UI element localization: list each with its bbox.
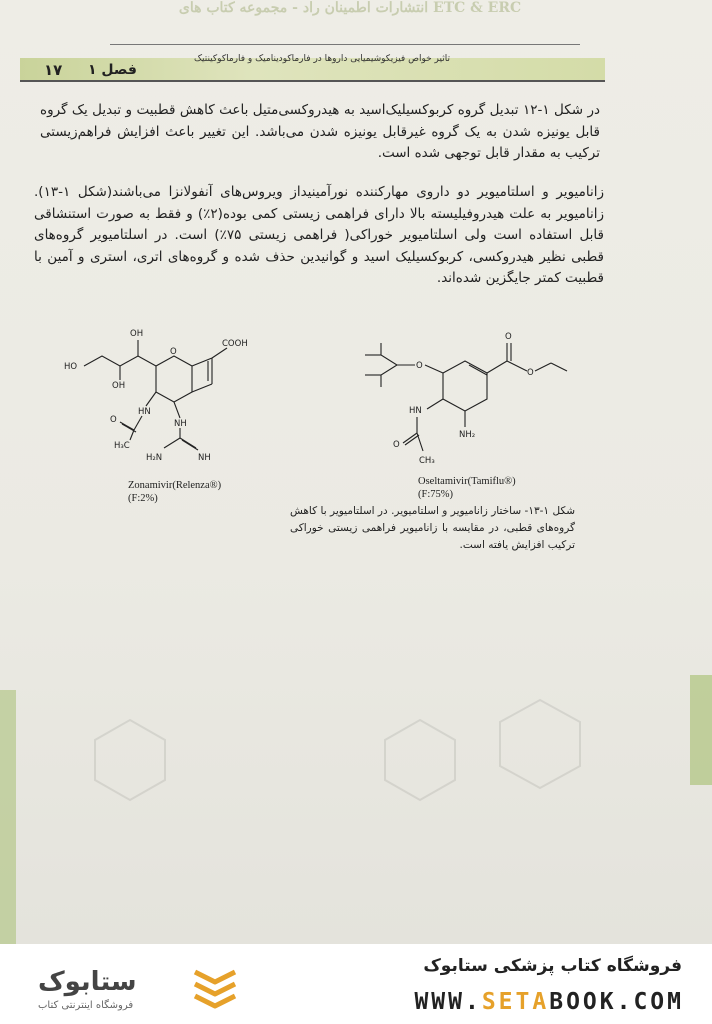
atom-o-ring: O: [170, 347, 177, 357]
chapter-label: فصل ۱: [88, 62, 137, 78]
page-edge-tab-right: [690, 675, 712, 785]
paragraph-1: در شکل ۱-۱۲ تبدیل گروه کربوکسیلیک‌اسید به هیدروکسی‌متیل باعث کاهش قطبیت و تبدیل یک گروه قابل یونیزه شدن به یک گروه غیرقابل یونیزه شدن می‌باشد. این تغییر باعث افزایش فراهم‌زیستی ترکیب به مقدار قابل توجهی شده است.: [40, 102, 600, 161]
zanamivir-label: [128, 479, 221, 505]
url-highlight: SETA: [481, 989, 550, 1015]
atom-h2n: H₂N: [146, 453, 163, 463]
atom-oh-1: OH: [130, 329, 144, 339]
store-logo[interactable]: [30, 958, 240, 1014]
atom-o-carbonyl: O: [505, 332, 512, 342]
atom-nh: NH: [174, 419, 187, 429]
atom-o-ether: O: [416, 361, 423, 371]
header-rule: [110, 44, 580, 45]
atom-h3c: H₃C: [114, 441, 130, 451]
zanamivir-structure: [62, 318, 272, 478]
zanamivir-name: Zonamivir(Relenza®): [128, 480, 222, 491]
zanamivir-bioavailability: (F:2%): [128, 493, 158, 504]
oseltamivir-label: [418, 475, 516, 501]
store-name: فروشگاه کتاب پزشکی ستابوک: [423, 956, 682, 976]
atom-ch3: CH₃: [419, 456, 435, 466]
oseltamivir-name: Oseltamivir(Tamiflu®): [418, 476, 516, 487]
atom-nh-imine: NH: [198, 453, 211, 463]
atom-hn: HN: [138, 407, 151, 417]
oseltamivir-bioavailability: (F:75%): [418, 489, 453, 500]
page-edge-tab-left: [0, 690, 16, 944]
figure-caption: شکل ۱-۱۳- ساختار زانامیویر و اسلتامیویر. در اسلتامیویر با کاهش گروه‌های قطبی، در مقایسه با زانامیویر فراهمی زیستی خوراکی ترکیب افزایش یافته است.: [290, 505, 575, 551]
series-title: انتشارات اطمینان راد - مجموعه کتاب های ETC & ERC: [178, 0, 522, 16]
atom-oh-2: OH: [112, 381, 126, 391]
book-subtitle: تاثیر خواص فیزیکوشیمیایی داروها در فارماکودینامیک و فارماکوکینتیک: [193, 54, 450, 64]
atom-cooh: COOH: [222, 339, 248, 349]
logo-tagline: فروشگاه اینترنتی کتاب: [38, 1000, 134, 1011]
paragraph-2: زانامیویر و اسلتامیویر دو داروی مهارکننده نورآمینیداز ویروس‌های آنفولانزا می‌باشند(شکل ۱-۱۳). زانامیویر به علت هیدروفیلیسته بالا دارای فراهمی زیستی کمی بوده(۲٪) و فقط به صورت استنشاقی قابل استفاده است ولی اسلتامیویر خوراکی( فراهمی زیستی ۷۵٪) است. در اسلتامیویر گروه‌های قطبی نظیر هیدروکسی، کربوکسیلیک اسید و گوانیدین حذف شده و گروه‌های اتری، استری و آمین با قطبیت کمتر جایگزین شده‌اند.: [34, 184, 604, 286]
store-url-link[interactable]: [414, 989, 684, 1015]
oseltamivir-structure: [345, 325, 595, 475]
url-prefix: WWW.: [414, 989, 482, 1015]
url-suffix: BOOK.COM: [549, 989, 684, 1015]
atom-o-ester: O: [527, 368, 534, 378]
logo-emblem-icon: [30, 958, 240, 1014]
page-number: ۱۷: [44, 61, 63, 79]
atom-hn: HN: [409, 406, 422, 416]
logo-text: ستابوک: [38, 967, 137, 997]
atom-o-acetyl: O: [393, 440, 400, 450]
atom-ho: HO: [64, 362, 78, 372]
atom-o-acetyl: O: [110, 415, 117, 425]
atom-nh2: NH₂: [459, 430, 476, 440]
